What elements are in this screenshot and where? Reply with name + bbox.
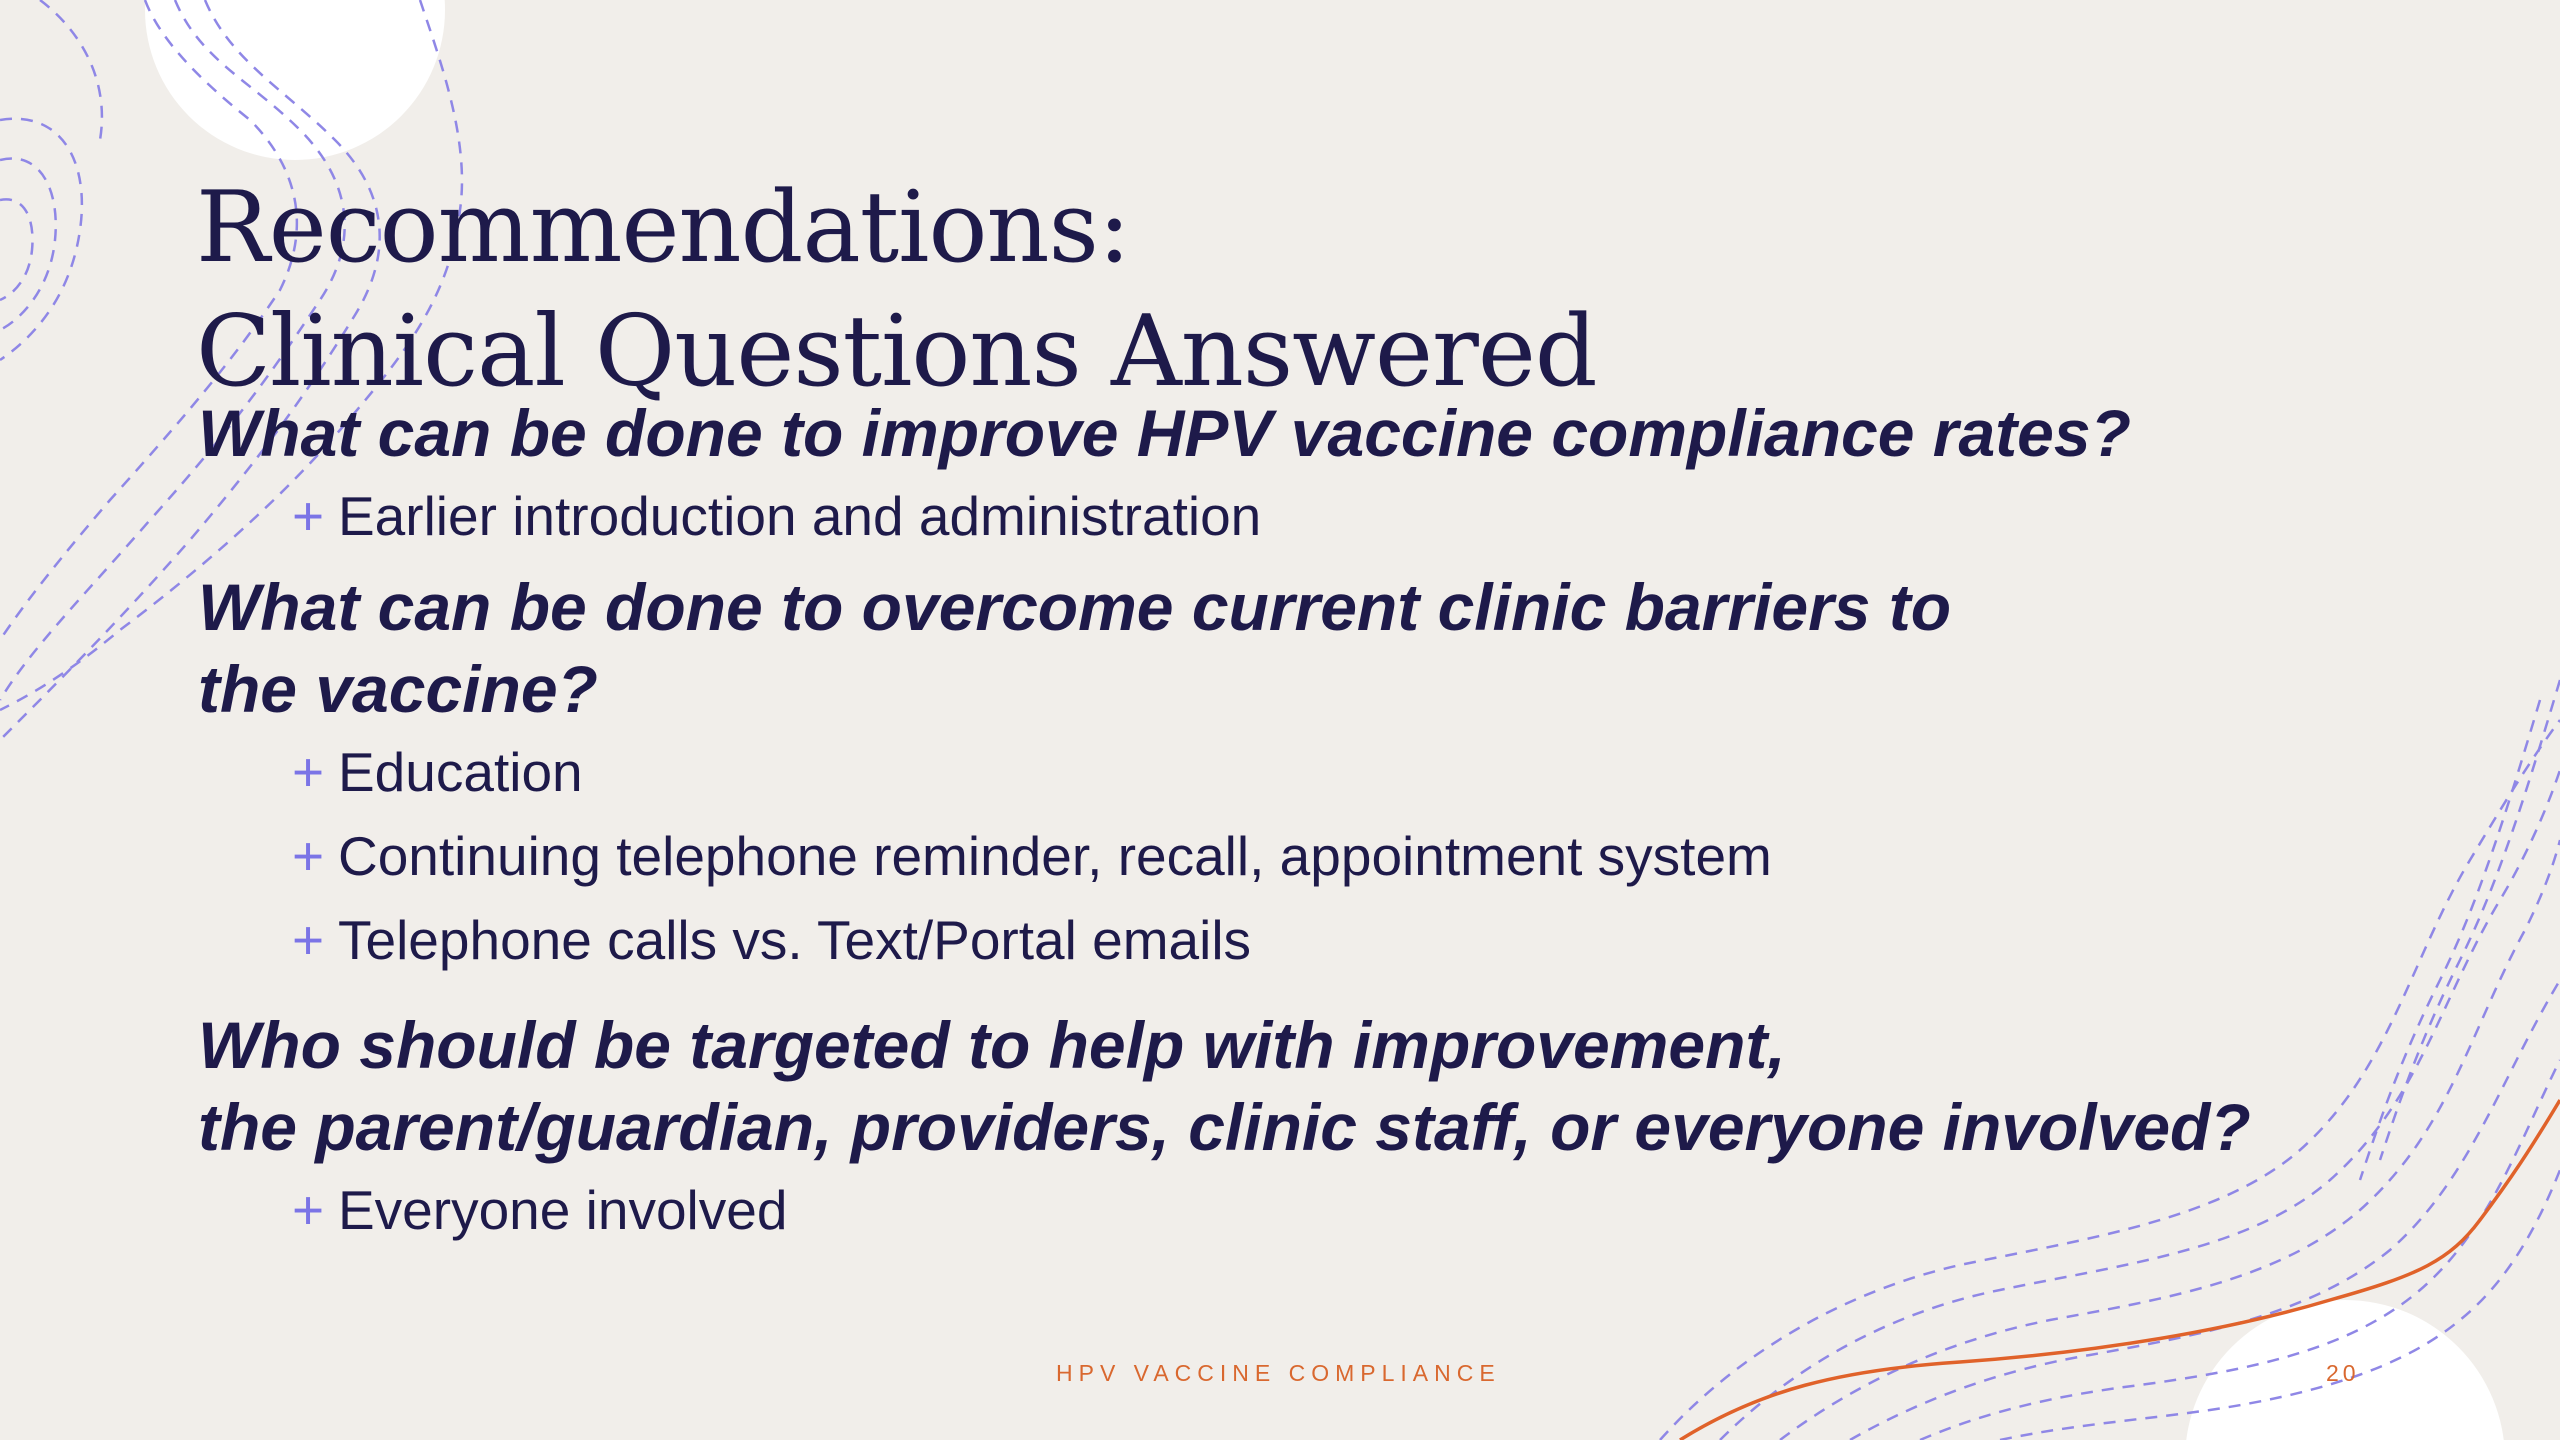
- plus-icon: +: [292, 825, 325, 887]
- question-line: the vaccine?: [198, 652, 598, 726]
- question-line: What can be done to improve HPV vaccine compliance rates?: [198, 396, 2131, 470]
- question-section-target: [198, 1004, 2498, 1252]
- answer-item: [292, 730, 2498, 814]
- footer-title: HPV VACCINE COMPLIANCE: [1056, 1360, 1501, 1386]
- answer-text: Earlier introduction and administration: [338, 485, 1262, 547]
- title-line-1: Recommendations:: [196, 170, 1130, 285]
- question-heading: [198, 566, 2498, 730]
- answer-text: Everyone involved: [338, 1179, 788, 1241]
- answer-item: [292, 898, 2498, 982]
- answer-list: [198, 1168, 2498, 1252]
- decorative-circle-top-left: [145, 0, 445, 160]
- title-line-2: Clinical Questions Answered: [196, 294, 1597, 409]
- plus-icon: +: [292, 485, 325, 547]
- answer-list: [198, 730, 2498, 982]
- answer-text: Continuing telephone reminder, recall, appointment system: [338, 825, 1772, 887]
- answer-text: Telephone calls vs. Text/Portal emails: [338, 909, 1252, 971]
- question-line: What can be done to overcome current clinic barriers to: [198, 570, 1952, 644]
- question-heading: [198, 392, 2498, 474]
- slide-content: [198, 392, 2498, 1252]
- question-section-barriers: [198, 566, 2498, 982]
- slide-title: [196, 166, 1597, 414]
- answer-item: [292, 814, 2498, 898]
- answer-item: [292, 1168, 2498, 1252]
- question-line: the parent/guardian, providers, clinic staff, or everyone involved?: [198, 1090, 2251, 1164]
- answer-list: [198, 474, 2498, 558]
- question-heading: [198, 1004, 2498, 1168]
- plus-icon: +: [292, 909, 325, 971]
- page-number: 20: [2326, 1360, 2360, 1386]
- plus-icon: +: [292, 741, 325, 803]
- question-line: Who should be targeted to help with improvement,: [198, 1008, 1786, 1082]
- answer-item: [292, 474, 2498, 558]
- question-section-compliance: [198, 392, 2498, 558]
- answer-text: Education: [338, 741, 583, 803]
- plus-icon: +: [292, 1179, 325, 1241]
